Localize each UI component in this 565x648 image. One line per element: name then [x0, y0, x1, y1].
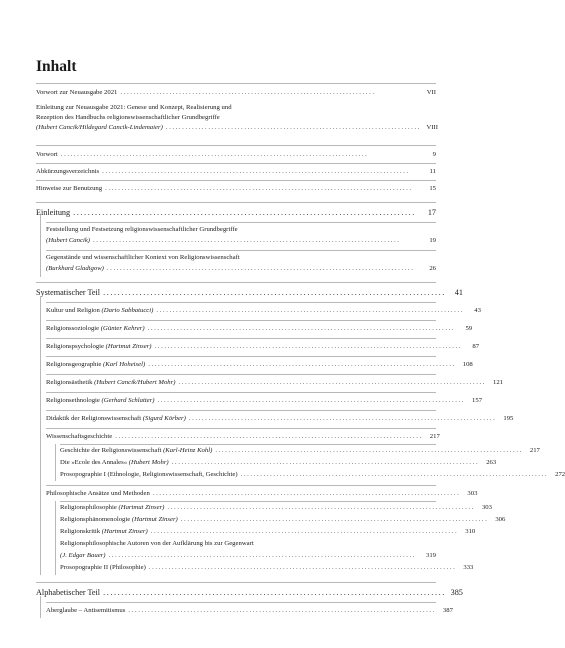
divider — [36, 582, 436, 583]
toc-entry: Prosopographie I (Ethnologie, Religionswissenschaft, Geschichte) .............................................................................................. 272 — [60, 471, 565, 478]
toc-entry-line: Rezeption des Handbuchs religionswissenschaftlicher Grundbegriffe — [36, 114, 220, 121]
divider — [46, 428, 436, 429]
toc-entry-line: Gegenstände und wissenschaftlicher Kontext von Religionswissenschaft — [46, 254, 240, 261]
divider — [46, 602, 436, 603]
toc-entry: Aberglaube – Antisemitismus .............................................................................................. 387 — [46, 607, 453, 614]
toc-section-heading: Systematischer Teil .............................................................................................. 41 — [36, 288, 463, 297]
toc-entry: Religionsphilosophie (Hartmut Zinser) .............................................................................................. 303 — [60, 504, 492, 511]
divider — [36, 180, 436, 181]
divider — [46, 485, 436, 486]
bracket-line — [55, 444, 56, 481]
divider — [36, 282, 436, 283]
toc-entry: Didaktik der Religionswissenschaft (Sigurd Körber) .............................................................................................. 195 — [46, 415, 514, 422]
divider — [46, 222, 436, 223]
divider — [36, 83, 436, 84]
toc-entry: Religionspsychologie (Hartmut Zinser) .............................................................................................. 87 — [46, 343, 480, 350]
toc-entry: (Burkhard Gladigow) .............................................................................................. 26 — [46, 265, 436, 272]
toc-entry: Die »Ecole des Annales« (Hubert Mohr) .............................................................................................. 263 — [60, 459, 497, 466]
toc-entry: Prosopographie II (Philosophie) .............................................................................................. 333 — [60, 564, 474, 571]
divider — [46, 392, 436, 393]
toc-entry: Vorwort .............................................................................................. 9 — [36, 151, 436, 158]
toc-entry: (Hubert Cancik) .............................................................................................. 19 — [46, 237, 436, 244]
divider — [60, 501, 436, 502]
divider — [46, 410, 436, 411]
divider — [46, 302, 436, 303]
toc-entry: Abkürzungsverzeichnis .............................................................................................. 11 — [36, 168, 436, 175]
toc-entry-line: Feststellung und Festsetzung religionswissenschaftlicher Grundbegriffe — [46, 226, 238, 233]
divider — [46, 356, 436, 357]
toc-entry-line: Religionsphilosophische Autoren von der Aufklärung bis zur Gegenwart — [60, 540, 254, 547]
bracket-line — [40, 596, 41, 618]
divider — [46, 250, 436, 251]
toc-entry: Philosophische Ansätze und Methoden .............................................................................................. 303 — [46, 490, 478, 497]
divider — [46, 374, 436, 375]
toc-entry: Wissenschaftsgeschichte .............................................................................................. 217 — [46, 433, 440, 440]
toc-entry-line: Einleitung zur Neuausgabe 2021: Genese und Konzept, Realisierung und — [36, 104, 232, 111]
divider — [46, 338, 436, 339]
toc-entry: Vorwort zur Neuausgabe 2021 .............................................................................. VII — [36, 89, 436, 96]
toc-entry: (Hubert Cancik/Hildegard Cancik-Lindemaier) .............................................................................. VIII — [36, 124, 439, 131]
divider — [36, 145, 436, 146]
divider — [46, 320, 436, 321]
toc-entry: Religionsästhetik (Hubert Cancik/Hubert Mohr) .............................................................................................. 121 — [46, 379, 504, 386]
toc-entry: Kultur und Religion (Dario Sabbatucci) .............................................................................................. 43 — [46, 307, 481, 314]
divider — [60, 444, 436, 445]
toc-entry: Religionssoziologie (Günter Kehrer) .............................................................................................. 59 — [46, 325, 473, 332]
toc-entry: Religionsphänomenologie (Hartmut Zinser) .............................................................................................. 306 — [60, 516, 506, 523]
bracket-line — [40, 296, 41, 575]
bracket-line — [55, 501, 56, 575]
toc-entry: Religionsgeographie (Karl Hoheisel) .............................................................................................. 108 — [46, 361, 473, 368]
toc-entry: Religionsethnologie (Gerhard Schlatter) .............................................................................................. 157 — [46, 397, 483, 404]
toc-entry: Religionskritik (Hartmut Zinser) .............................................................................................. 310 — [60, 528, 476, 535]
toc-section-heading: Einleitung .............................................................................................. 17 — [36, 208, 436, 217]
toc-entry: Geschichte der Religionswissenschaft (Karl-Heinz Kohl) .............................................................................................. 217 — [60, 447, 540, 454]
page-title: Inhalt — [36, 58, 77, 75]
toc-entry: (J. Edgar Bauer) .............................................................................................. 319 — [60, 552, 436, 559]
divider — [36, 202, 436, 203]
toc-section-heading: Alphabetischer Teil .............................................................................................. 385 — [36, 588, 463, 597]
toc-entry: Hinweise zur Benutzung .............................................................................................. 15 — [36, 185, 436, 192]
divider — [36, 163, 436, 164]
bracket-line — [40, 215, 41, 277]
